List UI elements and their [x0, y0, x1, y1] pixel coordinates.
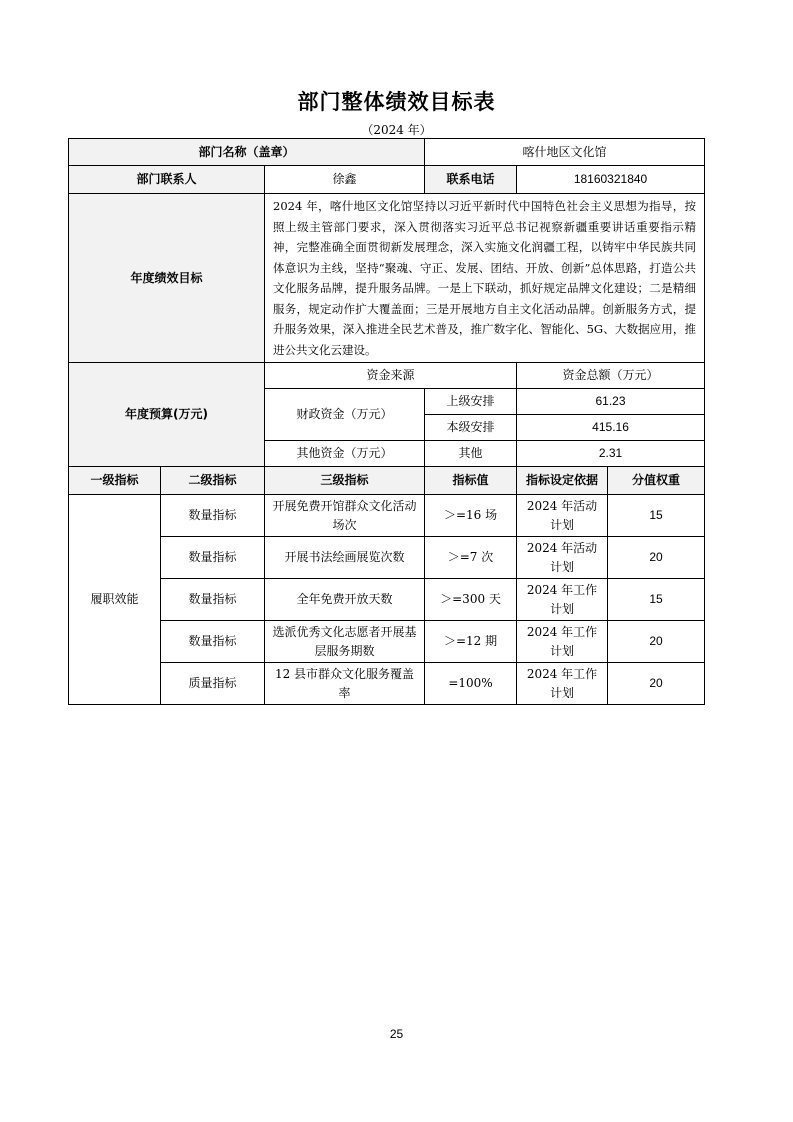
value-cell: ＞=12 期 [425, 621, 517, 663]
page-title: 部门整体绩效目标表 [297, 90, 496, 114]
weight-cell: 20 [608, 621, 705, 663]
table-row [69, 495, 705, 537]
weight-cell: 15 [608, 495, 705, 537]
budget-total-header: 资金总额（万元） [517, 363, 705, 389]
contact-label: 部门联系人 [69, 166, 265, 194]
basis-cell: 2024 年活动计划 [517, 537, 608, 579]
header-level2: 二级指标 [161, 467, 265, 495]
header-level3: 三级指标 [265, 467, 425, 495]
contact-value: 徐鑫 [265, 166, 425, 194]
level3-cell: 选派优秀文化志愿者开展基层服务期数 [265, 621, 425, 663]
goal-row [69, 194, 705, 363]
level2-cell: 数量指标 [161, 495, 265, 537]
dept-name-label: 部门名称（盖章） [69, 139, 425, 166]
upper-label: 上级安排 [425, 389, 517, 415]
header-value: 指标值 [425, 467, 517, 495]
table-row [69, 579, 705, 621]
budget-label: 年度预算(万元) [69, 363, 265, 467]
level1-cell: 履职效能 [69, 495, 161, 705]
contact-row [69, 166, 705, 194]
other-sub-label: 其他 [425, 441, 517, 467]
goal-text: 2024 年，喀什地区文化馆坚持以习近平新时代中国特色社会主义思想为指导，按照上级主管部门要求，深入贯彻落实习近平总书记视察新疆重要讲话重要指示精神，完整准确全面贯彻新发展理念，深入实施文化润疆工程，以铸牢中华民族共同体意识为主线，坚持“聚魂、守正、发展、团结、开放、创新”总体思路，打造公共文化服务品牌，提升服务品牌。一是上下联动，抓好规定品牌文化建设；二是精细服务，规定动作扩大覆盖面；三是开展地方自主文化活动品牌。创新服务方式，提升服务效果，深入推进全民艺术普及，推广数字化、智能化、5G、大数据应用，推进公共文化云建设。 [265, 194, 705, 363]
table-row [69, 537, 705, 579]
other-value: 2.31 [517, 441, 705, 467]
local-label: 本级安排 [425, 415, 517, 441]
weight-cell: 20 [608, 537, 705, 579]
phone-label: 联系电话 [425, 166, 517, 194]
fiscal-funds-label: 财政资金（万元） [265, 389, 425, 441]
other-funds-label: 其他资金（万元） [265, 441, 425, 467]
upper-value: 61.23 [517, 389, 705, 415]
weight-cell: 20 [608, 663, 705, 705]
value-cell: =100% [425, 663, 517, 705]
dept-name-row [69, 139, 705, 166]
goal-label: 年度绩效目标 [69, 194, 265, 363]
value-cell: ＞=300 天 [425, 579, 517, 621]
phone-value: 18160321840 [517, 166, 705, 194]
level2-cell: 数量指标 [161, 621, 265, 663]
indicator-header-row [69, 467, 705, 495]
level3-cell: 全年免费开放天数 [265, 579, 425, 621]
level3-cell: 开展免费开馆群众文化活动场次 [265, 495, 425, 537]
basis-cell: 2024 年活动计划 [517, 495, 608, 537]
level3-cell: 12 县市群众文化服务覆盖率 [265, 663, 425, 705]
basis-cell: 2024 年工作计划 [517, 579, 608, 621]
value-cell: ＞=16 场 [425, 495, 517, 537]
performance-table [68, 138, 705, 705]
level2-cell: 数量指标 [161, 579, 265, 621]
header-level1: 一级指标 [69, 467, 161, 495]
dept-name-value: 喀什地区文化馆 [425, 139, 705, 166]
page-number: 25 [389, 1027, 404, 1041]
local-value: 415.16 [517, 415, 705, 441]
level2-cell: 质量指标 [161, 663, 265, 705]
basis-cell: 2024 年工作计划 [517, 663, 608, 705]
year-label: （2024 年） [361, 123, 432, 137]
budget-header-row [69, 363, 705, 389]
header-basis: 指标设定依据 [517, 467, 608, 495]
table-row [69, 621, 705, 663]
value-cell: ＞=7 次 [425, 537, 517, 579]
budget-source-header: 资金来源 [265, 363, 517, 389]
level2-cell: 数量指标 [161, 537, 265, 579]
header-weight: 分值权重 [608, 467, 705, 495]
basis-cell: 2024 年工作计划 [517, 621, 608, 663]
table-row [69, 663, 705, 705]
level3-cell: 开展书法绘画展览次数 [265, 537, 425, 579]
weight-cell: 15 [608, 579, 705, 621]
